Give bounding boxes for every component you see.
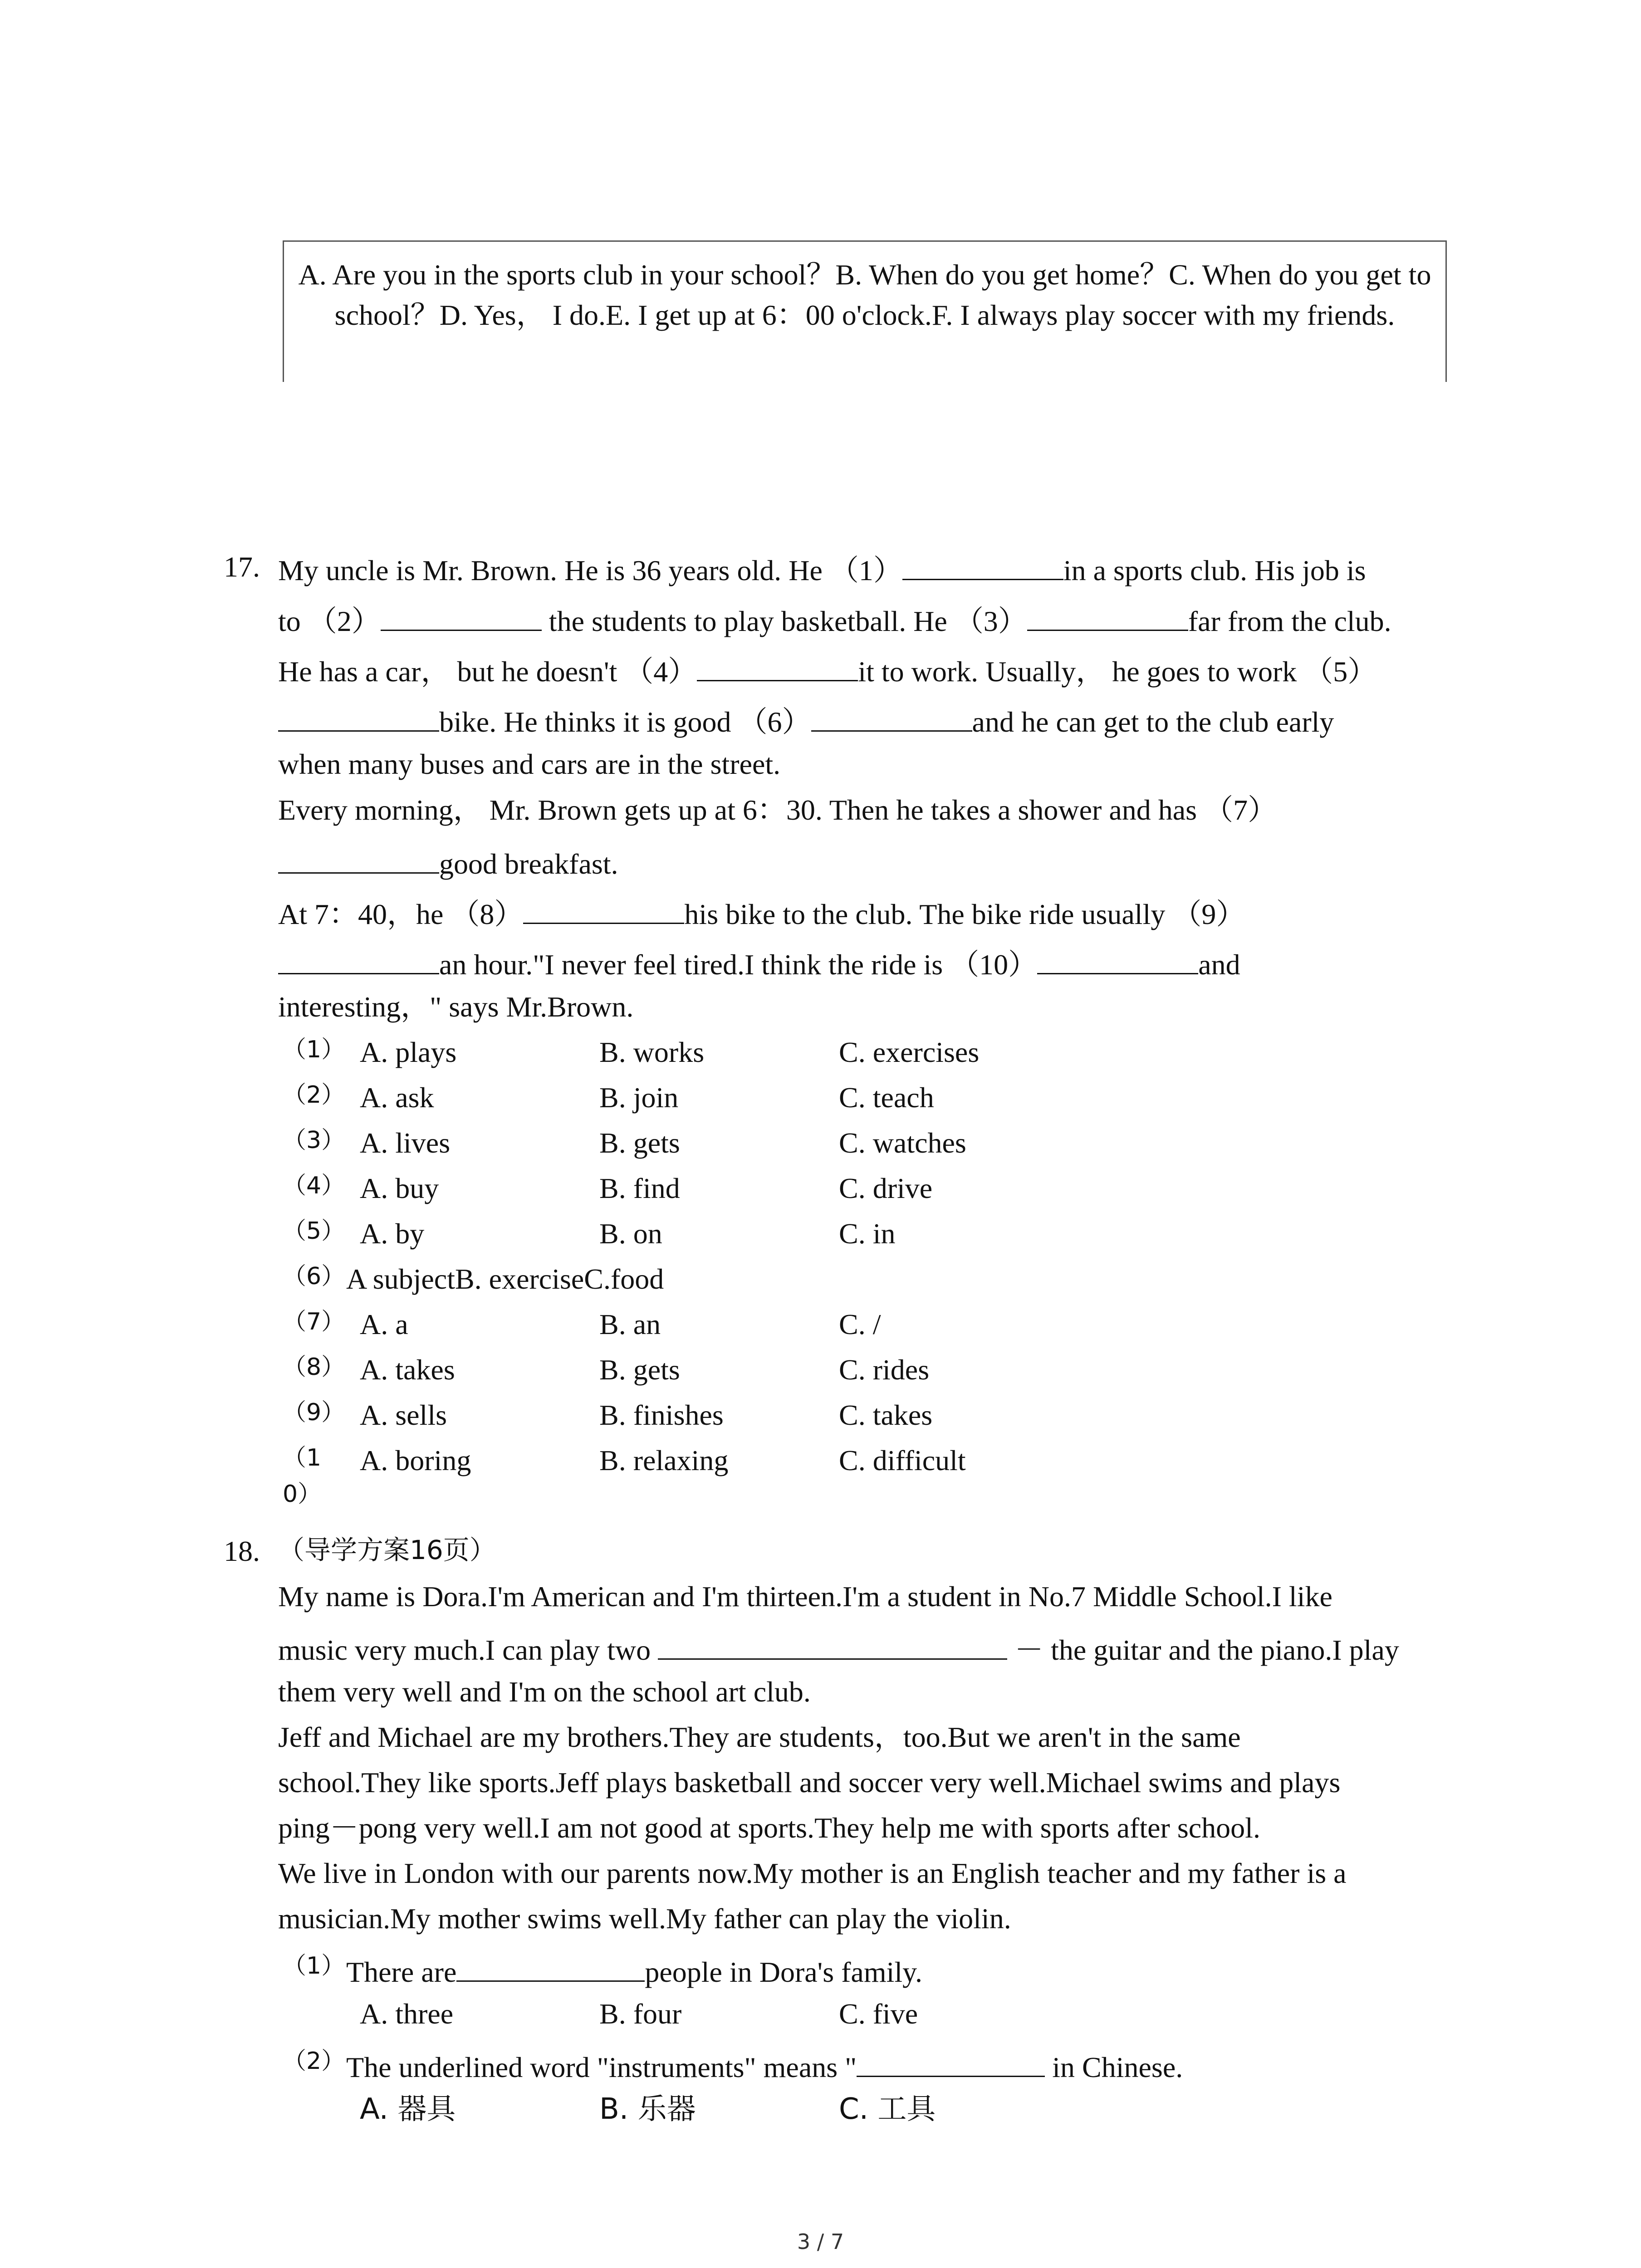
q17-line-6: Every morning， Mr. Brown gets up at 6：30. Then he takes a shower and has （7） bbox=[278, 794, 1277, 826]
q17-line-5: when many buses and cars are in the street. bbox=[278, 748, 781, 780]
blank bbox=[811, 704, 972, 732]
blank bbox=[658, 1632, 1007, 1660]
document-page: A. Are you in the sports club in your school？B. When do you get home？C. When do you get to school？D. Yes， I do.E. I get up at 6：00 o'clock.F. I always play soccer with my friends. 17. My uncle is Mr. Brown. He is 36 years old. He （1） in a sports club. His job is to （2） the students to play basketball. He （3） far from the club. He has a car， but he doesn't （4） it to work. Usually， he goes to work （5） bike. He thinks it is good （6） and he can get to the club early when many buses and cars are in the street. Every morning， Mr. Brown gets up at 6：30. Then he takes a shower and has （7） good breakfast. At 7：40，he （8） his bike to the club. The bike ride usually （9） an hour."I never feel tired.I think the ride is （10） and interesting，" says Mr.Brown. （1） A. plays B. works C. exercises （2） A. ask B. join C. teach （3） A. lives B. gets C. watches （4） A. buy B. find C. drive （5） A. by B. on C. in （6） A subjectB. exerciseC.food （7） A. a B. an C. / （8） A. takes B. gets C. rides （9） A. sells B. finishes C. takes （1 A. boring B. relaxing C. difficult 0） 18. （导学方案16页） My name is Dora.I'm American and I'm thirteen.I'm a student in No.7 Middle School.I like music very much.I can play two － the guitar and the piano.I play them very well and I'm on the school art club. Jeff and Michael are my brothers.They are students，too.But we aren't in the same school.They like sports.Jeff plays basketball and soccer very well.Michael swims and plays ping－pong very well.I am not good at sports.They help me with sports after school. We live in London with our parents now.My mother is an English teacher and my father is a musician.My mother swims well.My father can play the violin. （1） There are people in Dora's family. A. three B. four C. five （2） The underlined word "instruments" means " in Chinese. A. 器具 B. 乐器 C. 工具 3 / 7 bbox=[0, 0, 1641, 2268]
blank bbox=[523, 896, 684, 924]
q17-line-3: He has a car， but he doesn't （4） it to work. Usually， he goes to work （5） bbox=[278, 654, 1376, 686]
answer-options-box bbox=[283, 240, 1447, 382]
blank bbox=[278, 846, 439, 874]
blank bbox=[278, 704, 439, 732]
blank bbox=[456, 1954, 645, 1982]
q18-paragraph-line: school.They like sports.Jeff plays basketball and soccer very well.Michael swims and plays bbox=[278, 1766, 1341, 1799]
q18-paragraph-line: Jeff and Michael are my brothers.They are students，too.But we aren't in the same bbox=[278, 1721, 1241, 1753]
blank bbox=[697, 654, 858, 681]
q18-paragraph-line: ping－pong very well.I am not good at sports.They help me with sports after school. bbox=[278, 1812, 1260, 1844]
q17-line-4: bike. He thinks it is good （6） and he can get to the club early bbox=[278, 704, 1334, 737]
q17-line-9: an hour."I never feel tired.I think the ride is （10） and bbox=[278, 947, 1240, 979]
page-number: 3 / 7 bbox=[797, 2229, 844, 2254]
q18-paragraph-line: We live in London with our parents now.My mother is an English teacher and my father is a bbox=[278, 1857, 1347, 1889]
blank bbox=[1037, 947, 1198, 974]
q17-line-7: good breakfast. bbox=[278, 846, 618, 879]
q18-paragraph-line: My name is Dora.I'm American and I'm thirteen.I'm a student in No.7 Middle School.I like bbox=[278, 1580, 1332, 1613]
q18-paragraph-line: them very well and I'm on the school art club. bbox=[278, 1676, 811, 1708]
q18-source-label: （导学方案16页） bbox=[278, 1535, 496, 1565]
question-18-number: 18. bbox=[224, 1535, 260, 1567]
blank bbox=[857, 2049, 1045, 2077]
q17-line-10: interesting，" says Mr.Brown. bbox=[278, 991, 634, 1023]
blank bbox=[902, 552, 1063, 580]
blank bbox=[1027, 603, 1188, 631]
q18-paragraph-line: musician.My mother swims well.My father can play the violin. bbox=[278, 1902, 1011, 1935]
answer-options-text: A. Are you in the sports club in your school？B. When do you get home？C. When do you get to school？D. Yes， I do.E. I get up at 6：00 o'clock.F. I always play soccer with my friends. bbox=[298, 259, 1431, 331]
q17-line-2: to （2） the students to play basketball. He （3） far from the club. bbox=[278, 603, 1391, 636]
q17-line-1: My uncle is Mr. Brown. He is 36 years old. He （1） in a sports club. His job is bbox=[278, 552, 1366, 585]
question-17-number: 17. bbox=[224, 551, 260, 583]
q17-line-8: At 7：40，he （8） his bike to the club. The bike ride usually （9） bbox=[278, 896, 1245, 929]
blank bbox=[381, 603, 542, 631]
q18-paragraph-line: music very much.I can play two － the guitar and the piano.I play bbox=[278, 1632, 1399, 1665]
blank bbox=[278, 947, 439, 974]
